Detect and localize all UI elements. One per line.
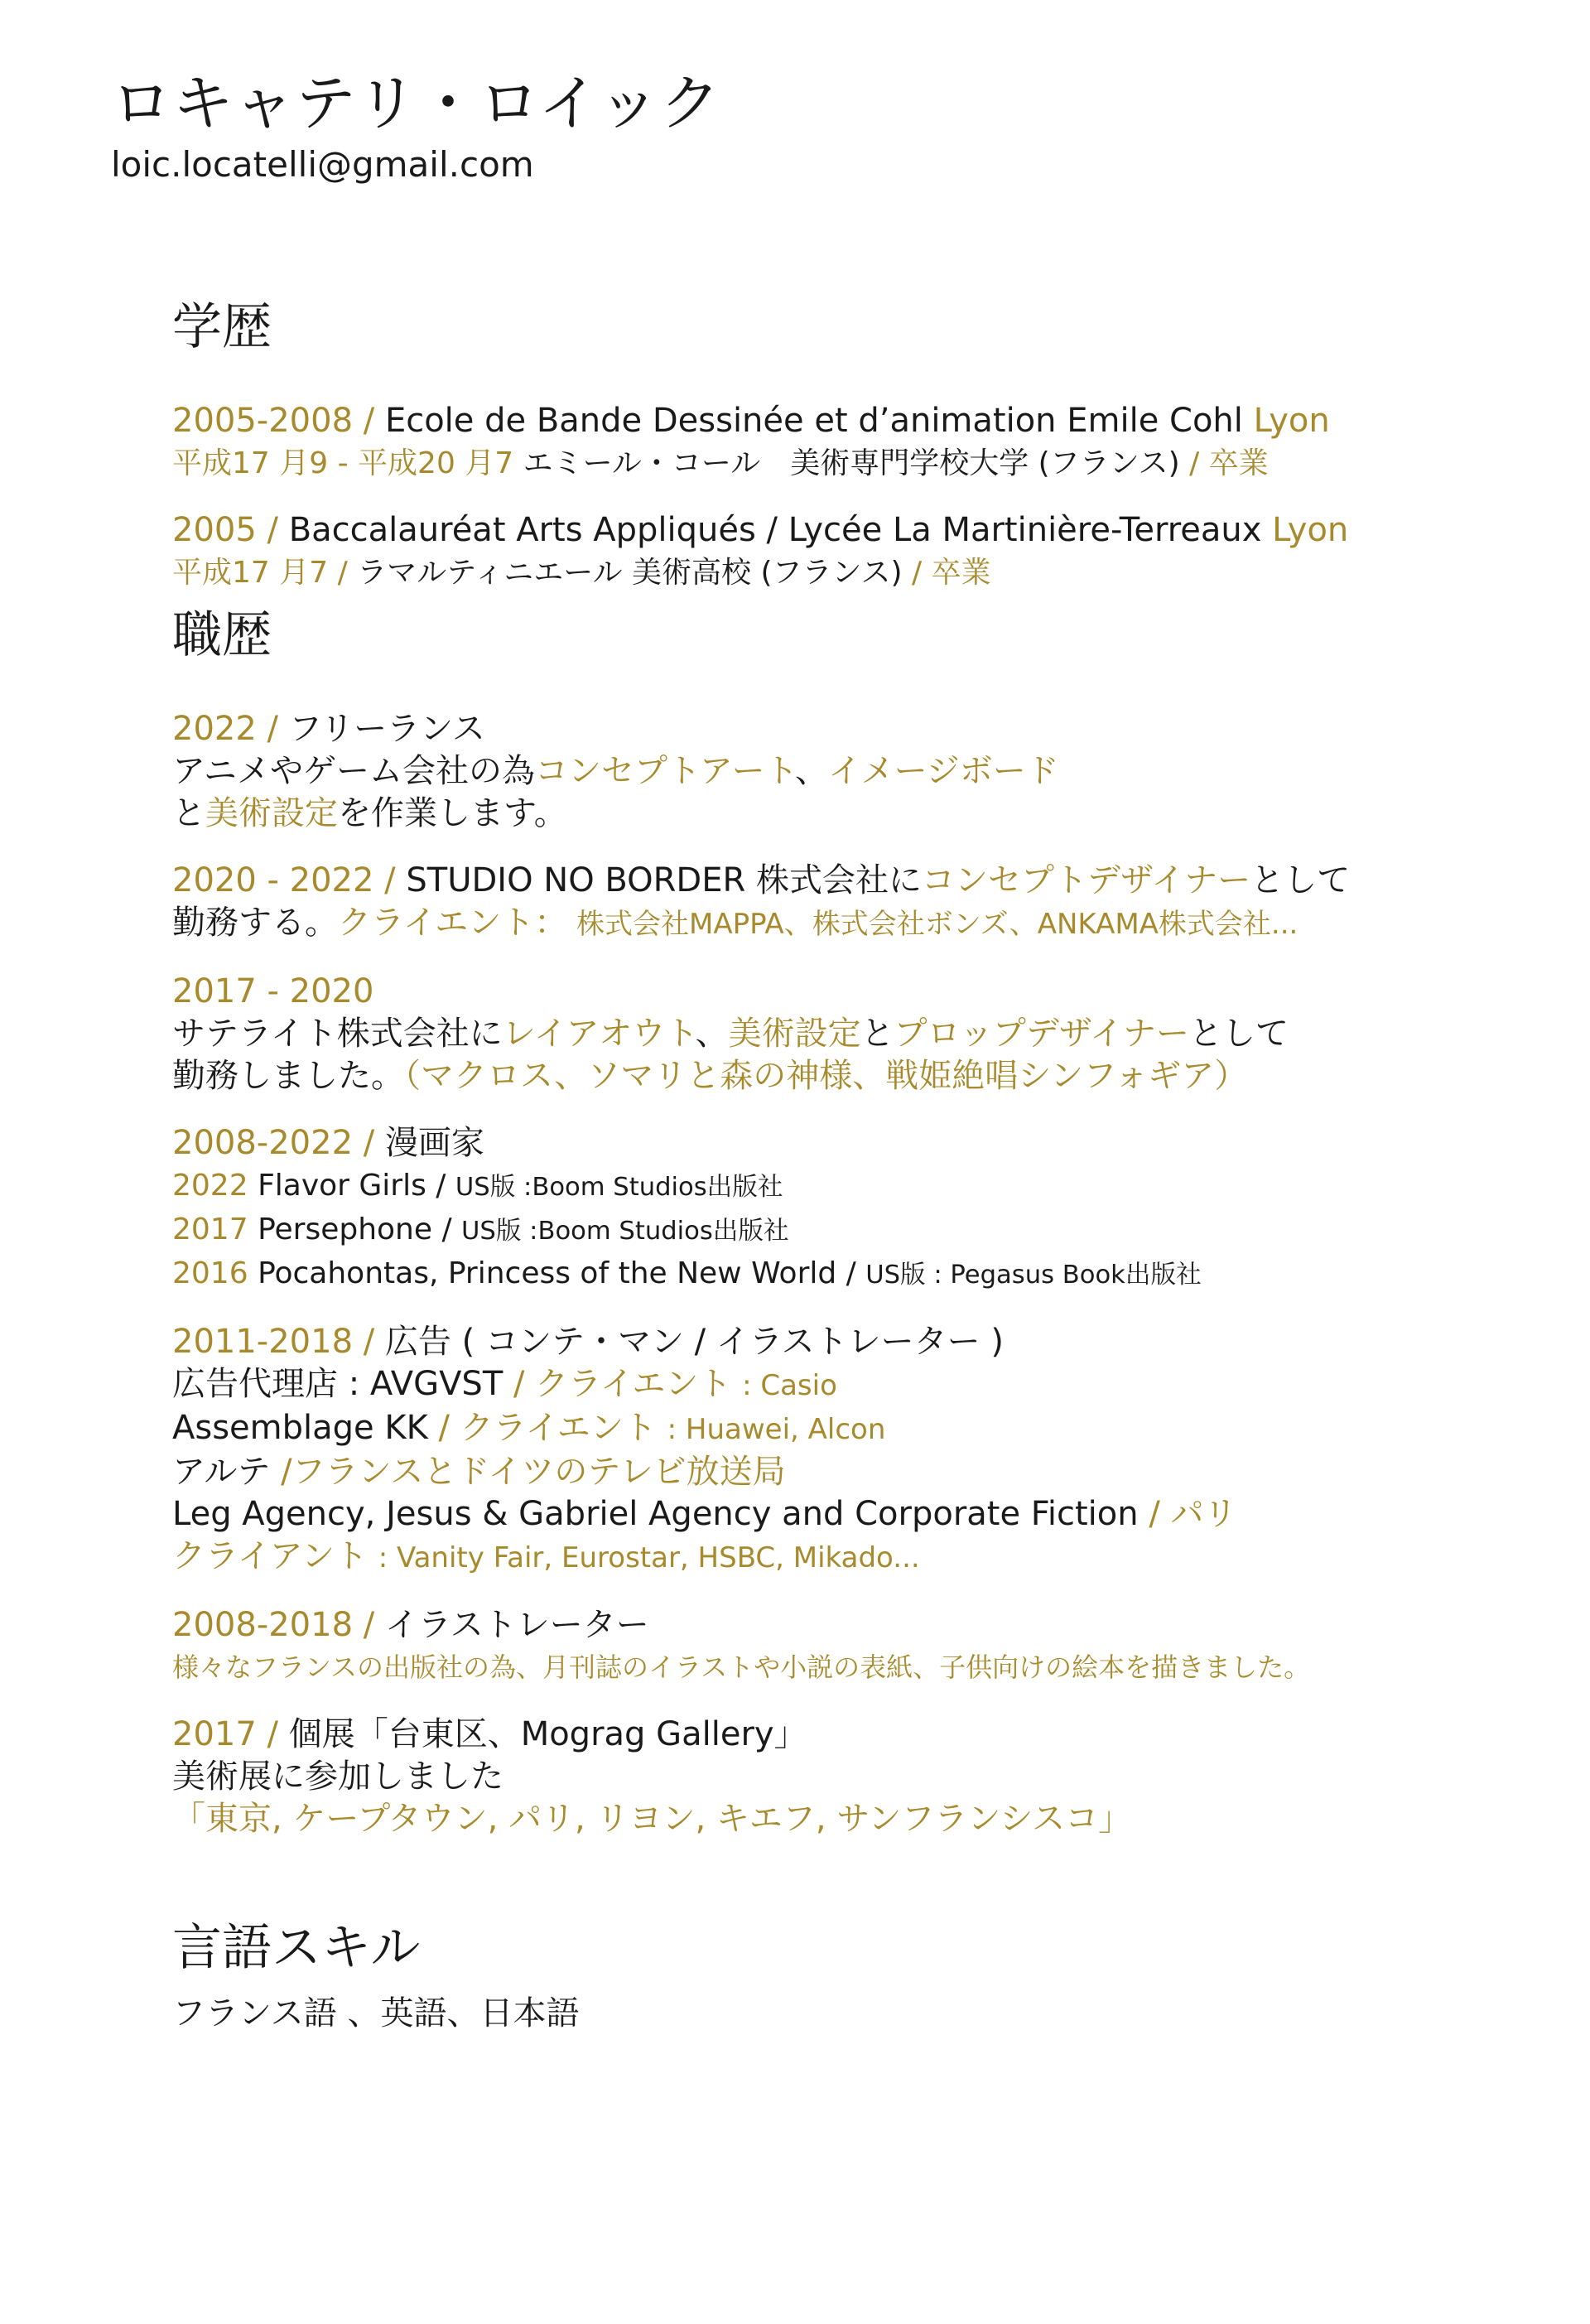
person-name: ロキャテリ・ロイック xyxy=(111,68,721,139)
career-line xyxy=(172,971,1564,1013)
education-entry-line xyxy=(172,400,1564,442)
education-city: Lyon xyxy=(1253,402,1330,440)
career-line: 美術展に参加しました xyxy=(172,1757,504,1796)
education-jp-dates: 平成17 月7 / xyxy=(172,556,358,590)
education-jp-school: エミール・コール 美術専門学校大学 (フランス) xyxy=(513,446,1190,480)
career-year: 2008-2018 / xyxy=(172,1606,385,1644)
education-heading: 学歴 xyxy=(172,298,272,356)
education-city: Lyon xyxy=(1272,511,1349,549)
career-year: 2017 - 2020 xyxy=(172,972,374,1010)
career-text: と xyxy=(172,794,205,832)
career-highlight: クライアント xyxy=(172,1537,378,1575)
career-line xyxy=(172,750,1564,793)
career-highlight: 美術設定 xyxy=(205,794,338,832)
career-year: 2011-2018 / xyxy=(172,1323,385,1361)
career-entry-exhibition xyxy=(172,1714,1564,1840)
career-line xyxy=(172,1604,1564,1647)
resume-content xyxy=(172,294,1564,2035)
career-line xyxy=(172,708,1564,750)
career-clients: : Casio xyxy=(742,1369,837,1402)
career-line xyxy=(172,902,1564,946)
career-clients: : Huawei, Alcon xyxy=(667,1413,886,1446)
education-jp-school: ラマルティニエール 美術高校 (フランス) xyxy=(357,556,912,590)
career-highlight: / パリ xyxy=(1138,1495,1237,1533)
book-title: Flavor Girls / xyxy=(258,1169,455,1203)
career-line xyxy=(172,1013,1564,1055)
career-text: 広告代理店 : AVGVST xyxy=(172,1365,504,1403)
career-clients: 株式会社MAPPA、株式会社ボンズ、ANKAMA株式会社... xyxy=(567,908,1298,941)
education-jp-dates: 平成17 月9 - 平成20 月7 xyxy=(172,446,514,480)
career-text: 勤務する。 xyxy=(172,904,338,942)
career-highlight: クライエント： xyxy=(338,904,568,942)
career-line xyxy=(172,860,1564,902)
education-entry-line xyxy=(172,509,1564,552)
career-role: 広告 ( コンテ・マン / イラストレーター ) xyxy=(384,1323,1004,1361)
education-jp-status: / 卒業 xyxy=(911,556,991,590)
manga-book xyxy=(172,1164,1564,1208)
education-year: 2005-2008 / xyxy=(172,402,385,440)
career-line xyxy=(172,1055,1564,1097)
career-text: アルテ xyxy=(172,1453,282,1491)
career-company: STUDIO NO BORDER 株式会社に xyxy=(406,861,922,899)
book-publisher: US版 :Boom Studios出版社 xyxy=(461,1217,789,1246)
education-year: 2005 / xyxy=(172,511,289,549)
career-entry-freelance xyxy=(172,708,1564,835)
book-title: Pocahontas, Princess of the New World / xyxy=(258,1256,866,1290)
career-line xyxy=(172,793,1564,835)
career-entry-advertising xyxy=(172,1321,1564,1579)
career-highlight: 美術設定 xyxy=(728,1015,861,1053)
career-description: 様々なフランスの出版社の為、月刊誌のイラストや小説の表紙、子供向けの絵本を描きました。 xyxy=(172,1651,1311,1683)
book-year: 2022 xyxy=(172,1169,258,1203)
career-line xyxy=(172,1536,1564,1579)
career-entry-studio xyxy=(172,860,1564,946)
career-text: と xyxy=(860,1015,894,1053)
career-text: 、 xyxy=(695,1015,729,1053)
career-line xyxy=(172,1122,1564,1164)
career-text: として xyxy=(1250,861,1351,899)
career-highlight: /フランスとドイツのテレビ放送局 xyxy=(281,1453,786,1491)
manga-book xyxy=(172,1208,1564,1252)
career-role: 漫画家 xyxy=(384,1124,484,1162)
career-text: サテライト株式会社に xyxy=(172,1015,503,1053)
languages-heading: 言語スキル xyxy=(172,1919,421,1977)
career-highlight: コンセプトアート xyxy=(535,752,795,790)
education-school: Ecole de Bande Dessinée et d’animation Emile Cohl xyxy=(384,402,1254,440)
career-entry-manga xyxy=(172,1122,1564,1296)
career-year: 2017 / xyxy=(172,1715,289,1753)
education-entry-martiniere xyxy=(172,509,1564,594)
career-text: として xyxy=(1189,1015,1289,1053)
career-line xyxy=(172,1451,1564,1493)
career-role: 個展「台東区、Mograg Gallery」 xyxy=(288,1715,807,1753)
career-line xyxy=(172,1321,1564,1363)
book-year: 2017 xyxy=(172,1213,258,1246)
career-year: 2008-2022 / xyxy=(172,1124,385,1162)
manga-book xyxy=(172,1252,1564,1296)
career-highlight: プロップデザイナー xyxy=(894,1015,1190,1053)
education-entry-jp-line xyxy=(172,552,1564,594)
career-highlight: イメージボード xyxy=(828,752,1059,790)
book-publisher: US版 : Pegasus Book出版社 xyxy=(865,1261,1202,1290)
career-text: Assemblage KK xyxy=(172,1409,428,1447)
career-text: 勤務しました。 xyxy=(172,1057,404,1095)
career-text: を作業します。 xyxy=(338,794,567,832)
resume-header xyxy=(111,65,720,187)
education-jp-status: / 卒業 xyxy=(1189,446,1269,480)
career-highlight: / クライエント xyxy=(427,1409,667,1447)
career-clients: : Vanity Fair, Eurostar, HSBC, Mikado... xyxy=(378,1541,920,1574)
career-line xyxy=(172,1407,1564,1451)
career-highlight: コンセプトデザイナー xyxy=(922,861,1251,899)
career-highlight: （マクロス、ソマリと森の神様、戦姫絶唱シンフォギア） xyxy=(404,1057,1248,1095)
languages-list: フランス語 、英語、日本語 xyxy=(172,1994,580,2032)
education-entry-jp-line xyxy=(172,442,1564,485)
exhibition-cities: 「東京, ケープタウン, パリ, リヨン, キエフ, サンフランシスコ」 xyxy=(172,1800,1132,1838)
career-highlight: / クライエント xyxy=(503,1365,743,1403)
education-entry-cohl xyxy=(172,400,1564,485)
career-highlight: レイアオウト xyxy=(502,1015,696,1053)
book-title: Persephone / xyxy=(258,1213,462,1246)
email-address: loic.locatelli@gmail.com xyxy=(111,144,534,185)
career-year: 2020 - 2022 / xyxy=(172,861,407,899)
career-entry-illustrator xyxy=(172,1604,1564,1689)
career-line xyxy=(172,1363,1564,1407)
career-entry-satelight xyxy=(172,971,1564,1097)
career-line xyxy=(172,1714,1564,1756)
career-line xyxy=(172,1493,1564,1536)
career-role: イラストレーター xyxy=(384,1606,649,1644)
book-year: 2016 xyxy=(172,1256,258,1290)
career-year: 2022 / xyxy=(172,710,289,748)
career-text: アニメやゲーム会社の為 xyxy=(172,752,535,790)
career-role: フリーランス xyxy=(288,710,485,748)
career-heading: 職歴 xyxy=(172,606,272,664)
career-text: Leg Agency, Jesus & Gabriel Agency and Corporate Fiction xyxy=(172,1495,1139,1533)
career-text: 、 xyxy=(795,752,828,790)
education-school: Baccalauréat Arts Appliqués / Lycée La Martinière-Terreaux xyxy=(288,511,1273,549)
book-publisher: US版 :Boom Studios出版社 xyxy=(455,1173,783,1202)
